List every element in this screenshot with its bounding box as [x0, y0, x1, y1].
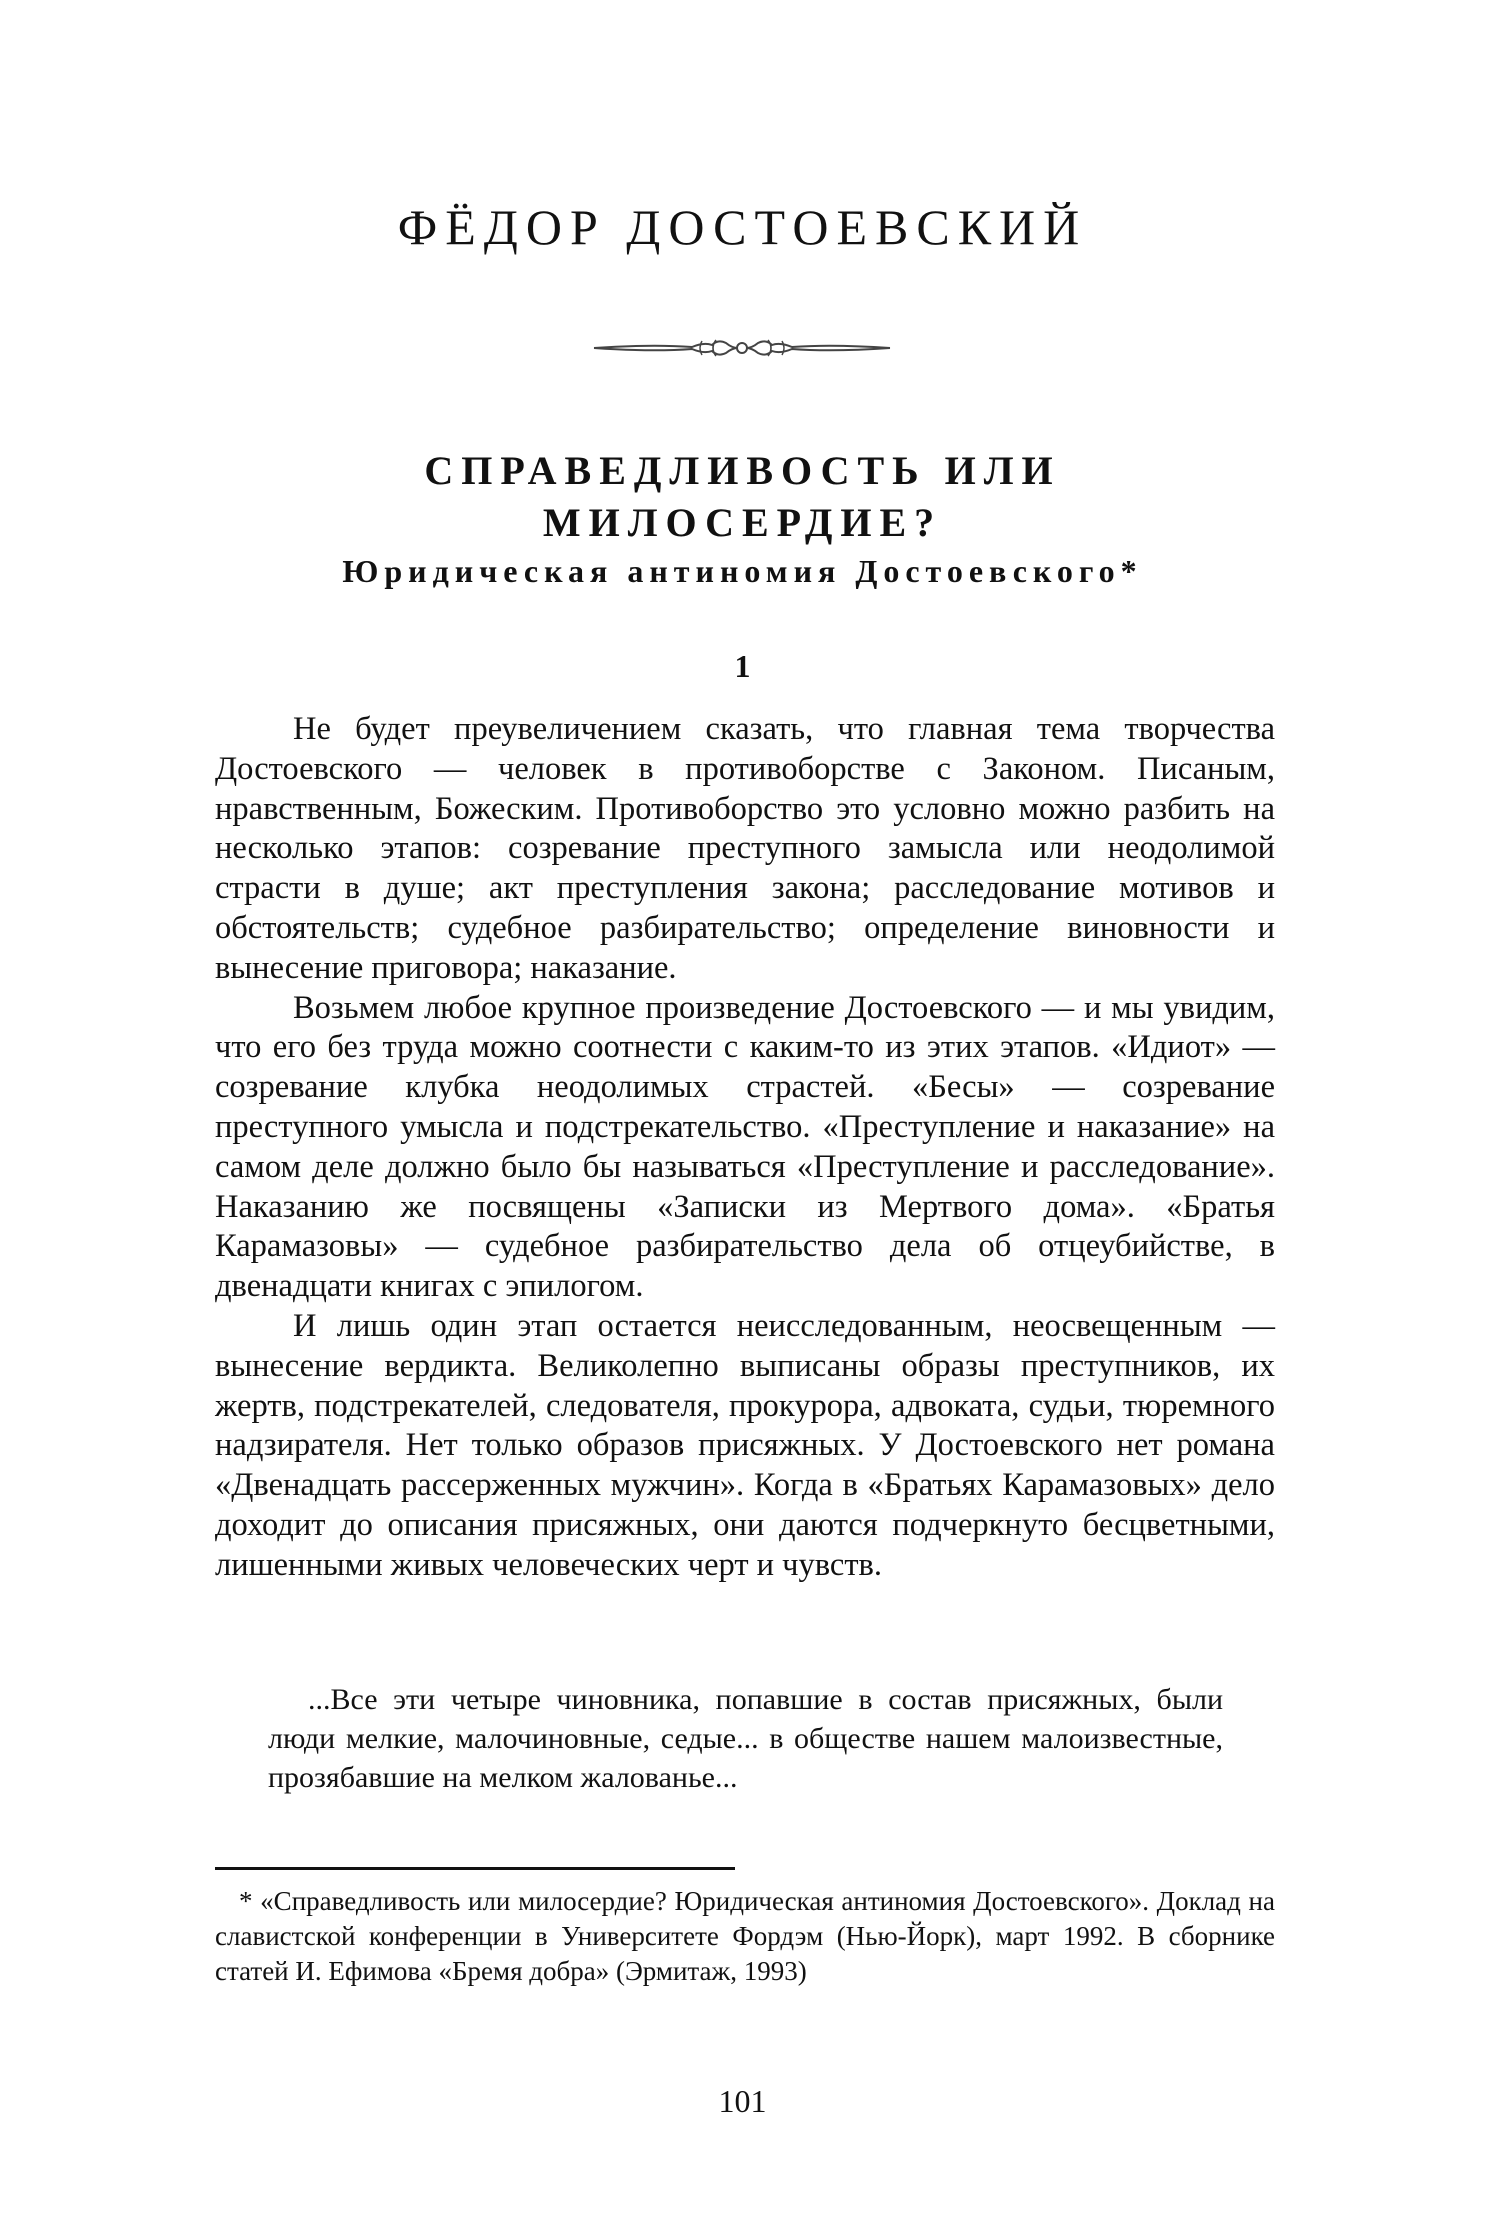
flourish-divider-icon: [592, 330, 892, 366]
page-number: 101: [718, 2083, 767, 2119]
section-number: 1: [734, 648, 751, 684]
author-heading: ФЁДОР ДОСТОЕВСКИЙ: [397, 199, 1088, 255]
article-subtitle: Юридическая антиномия Достоевского*: [342, 553, 1143, 589]
block-quote: ...Все эти четыре чиновника, попавшие в состав присяжных, были люди мелкие, малочиновные, седые... в обществе нашем малоизвестные, прозябавшие на мелком жалованье...: [268, 1683, 1223, 1794]
footnote-divider: [215, 1867, 735, 1870]
footnote: * «Справедливость или милосердие? Юридическая антиномия Достоевского». Доклад на славистской конференции в Университете Фордэм (Нью-Йорк), март 1992. В сборнике статей И. Ефимова «Бремя добра» (Эрмитаж, 1993): [215, 1886, 1275, 1986]
article-title-line-2: МИЛОСЕРДИЕ?: [542, 500, 943, 545]
paragraph-1: Не будет преувеличением сказать, что главная тема творчества Достоевского — человек в противоборстве с Законом. Писаным, нравственным, Божеским. Противоборство это условно можно разбить на несколько этапов: созревание преступного замысла или неодолимой страсти в душе; акт преступления закона; расследование мотивов и обстоятельств; судебное разбирательство; определение виновности и вынесение приговора; наказание.: [215, 711, 1275, 986]
article-title-line-1: СПРАВЕДЛИВОСТЬ ИЛИ: [424, 448, 1061, 493]
paragraph-2: Возьмем любое крупное произведение Достоевского — и мы увидим, что его без труда можно соотнести с каким-то из этих этапов. «Идиот» — созревание клубка неодолимых страстей. «Бесы» — созревание преступного умысла и подстрекательство. «Преступление и наказание» на самом деле должно было бы называться «Преступление и расследование». Наказанию же посвящены «Записки из Мертвого дома». «Братья Карамазовы» — судебное разбирательство дела об отцеубийстве, в двенадцати книгах с эпилогом.: [215, 989, 1275, 1305]
article-body: [215, 710, 1275, 1586]
article-title: [0, 445, 1485, 549]
paragraph-3: И лишь один этап остается неисследованным, неосвещенным — вынесение вердикта. Великолепно выписаны образы преступников, их жертв, подстрекателей, следователя, прокурора, адвоката, судьи, тюремного надзирателя. Нет только образов присяжных. У Достоевского нет романа «Двенадцать рассерженных мужчин». Когда в «Братьях Карамазовых» дело доходит до описания присяжных, они даются подчеркнуто бесцветными, лишенными живых человеческих черт и чувств.: [215, 1307, 1275, 1583]
